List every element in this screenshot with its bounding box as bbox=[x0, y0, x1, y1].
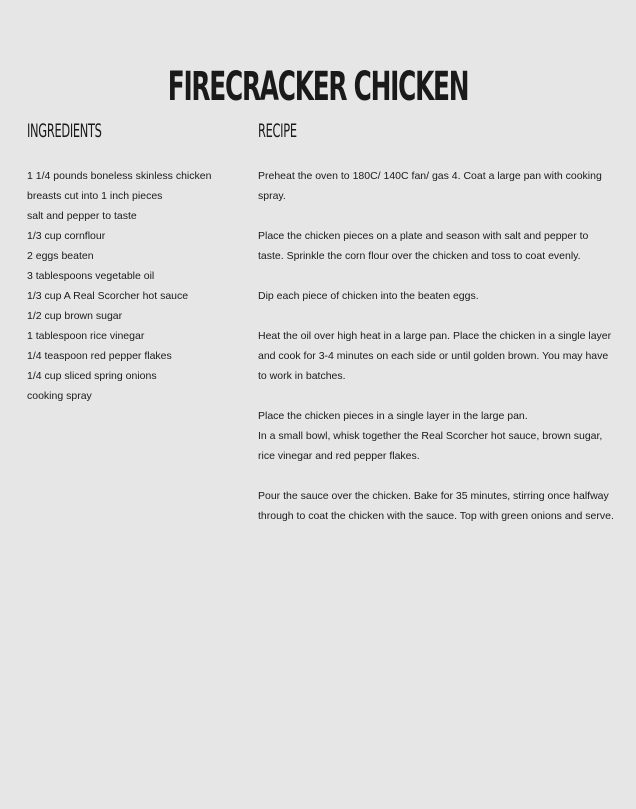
recipe-step-5: Place the chicken pieces in a single layer in the large pan. bbox=[258, 410, 528, 422]
recipe-step-4: Heat the oil over high heat in a large pan. Place the chicken in a single layer and cook for 3-4 minutes on each side or until golden brown. You may have to work in batches. bbox=[258, 330, 612, 382]
recipe-step-7: Pour the sauce over the chicken. Bake for 35 minutes, stirring once halfway through to coat the chicken with the sauce. Top with green onions and serve. bbox=[258, 490, 614, 522]
ingredient-item: 1/3 cup A Real Scorcher hot sauce bbox=[27, 290, 189, 302]
ingredient-item: 1/3 cup cornflour bbox=[27, 230, 106, 242]
ingredients-section bbox=[27, 120, 242, 406]
recipe-step-1: Preheat the oven to 180C/ 140C fan/ gas 4. Coat a large pan with cooking spray. bbox=[258, 170, 602, 202]
ingredient-item: 1/4 cup sliced spring onions bbox=[27, 370, 157, 382]
ingredient-item: 1/4 teaspoon red pepper flakes bbox=[27, 350, 172, 362]
ingredient-item: 1 1/4 pounds boneless skinless chicken breasts cut into 1 inch pieces bbox=[27, 170, 212, 202]
recipe-step-2: Place the chicken pieces on a plate and season with salt and pepper to taste. Sprinkle the corn flour over the chicken and toss to coat evenly. bbox=[258, 230, 589, 262]
ingredients-list bbox=[27, 166, 242, 406]
ingredient-item: 2 eggs beaten bbox=[27, 250, 94, 262]
recipe-steps bbox=[258, 166, 614, 526]
ingredient-item: salt and pepper to taste bbox=[27, 210, 137, 222]
recipe-section bbox=[258, 120, 614, 546]
ingredient-item: 3 tablespoons vegetable oil bbox=[27, 270, 155, 282]
recipe-heading: RECIPE bbox=[258, 120, 297, 142]
ingredient-item: 1/2 cup brown sugar bbox=[27, 310, 123, 322]
recipe-step-3: Dip each piece of chicken into the beaten eggs. bbox=[258, 290, 479, 302]
page-title: FIRECRACKER CHICKEN bbox=[167, 63, 469, 110]
ingredient-item: 1 tablespoon rice vinegar bbox=[27, 330, 145, 342]
recipe-step-6: In a small bowl, whisk together the Real Scorcher hot sauce, brown sugar, rice vinegar and red pepper flakes. bbox=[258, 430, 603, 462]
ingredients-heading: INGREDIENTS bbox=[27, 120, 102, 142]
ingredient-item: cooking spray bbox=[27, 390, 92, 402]
